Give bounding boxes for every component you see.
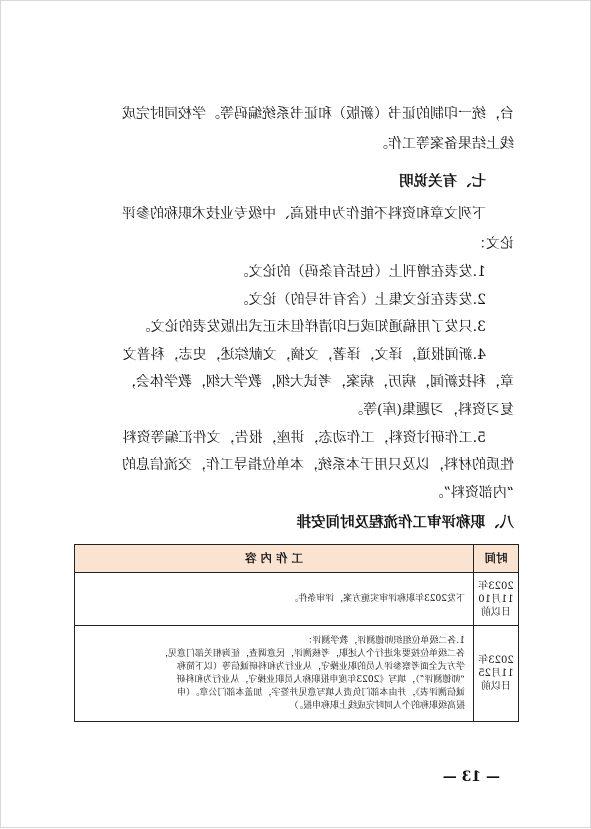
section-7-item-4-line-2: 章，科技新闻，病历，病案，考试大纲，教学大纲，教学体会， (122, 374, 514, 390)
section-7-line-2: 论文： (472, 236, 514, 252)
table-cell-content (75, 626, 474, 722)
content-line: 报高级职称的个人同时完成线上职称申报。） (289, 700, 465, 711)
table-cell-time (474, 626, 519, 722)
time-line: 2023年 (478, 655, 514, 666)
time-line: 日以前 (481, 681, 511, 692)
section-7-item-4-line-1: 4.新闻报道，译文，译著，文摘，文献综述，史志，科普文 (122, 347, 486, 363)
content-line: 学方式全面考察参评人员的职业操守，从业行为和科研诚信等（以下简称 (176, 661, 465, 672)
content-line: 诚信测评表》，并由本部门负责人填写意见并签字，加盖本部门公章。（申 (176, 687, 465, 698)
content-line: 各二级单位按要求进行个人述职，考核测评，民意调查，征询相关部门意见， (158, 648, 465, 659)
table-row (75, 573, 519, 626)
section-7-heading: 七、有关说明 (399, 174, 486, 190)
content-line: “师德测评”），填写《2023年度申报职称人员职业操守，从业行为和科研 (176, 674, 465, 685)
mirrored-document-content (1, 1, 591, 829)
page-number: — 13 — (442, 769, 500, 785)
content-line: 1.各二级单位组织师德测评，教学测评： (303, 635, 465, 646)
table-cell-time (474, 573, 519, 626)
table-header-time: 时间 (474, 545, 519, 573)
section-7-line-1: 下列文章和资料不能作为申报高、中级专业技术职称的参评 (122, 206, 486, 222)
paragraph-line-1: 台，统一印制的证书（新版）和证书系统编码等。学校同时完成 (122, 106, 514, 122)
section-7-item-4-line-3: 复习资料，习题集(库)等。 (349, 402, 514, 418)
section-7-item-5-line-1: 5.工作研讨资料，工作动态，讲座，报告，文件汇编等资料 (122, 430, 486, 446)
section-8-heading: 八、职称评审工作流程及时间安排 (296, 515, 514, 531)
schedule-table (74, 544, 519, 722)
content-line: 下发2023年职称评审实施方案，评审条件。 (289, 593, 465, 604)
time-line: 11月25 (478, 668, 514, 679)
section-7-item-2: 2.发表在论文集上（含有书号的）论文。 (234, 292, 486, 308)
time-line: 2023年 (478, 580, 514, 592)
paragraph-line-2: 线上结果备案等工作。 (374, 136, 514, 152)
table-row (75, 626, 519, 722)
table-header-row (75, 545, 519, 573)
table-header-content: 工 作 内 容 (75, 545, 474, 573)
section-7-item-5-line-2: 性质的材料，以及只用于本系统，本单位指导工作，交流信息的 (122, 457, 514, 473)
time-line: 日以前 (481, 606, 511, 618)
time-line: 11月10 (478, 593, 514, 605)
section-7-item-3: 3.只发了用稿通知或已印清样但未正式出版发表的论文。 (136, 319, 486, 335)
table-cell-content (75, 573, 474, 626)
section-7-item-1: 1.发表在增刊上（包括有条码）的论文。 (234, 264, 486, 280)
section-7-item-5-line-3: “内部资料”。 (429, 485, 514, 501)
